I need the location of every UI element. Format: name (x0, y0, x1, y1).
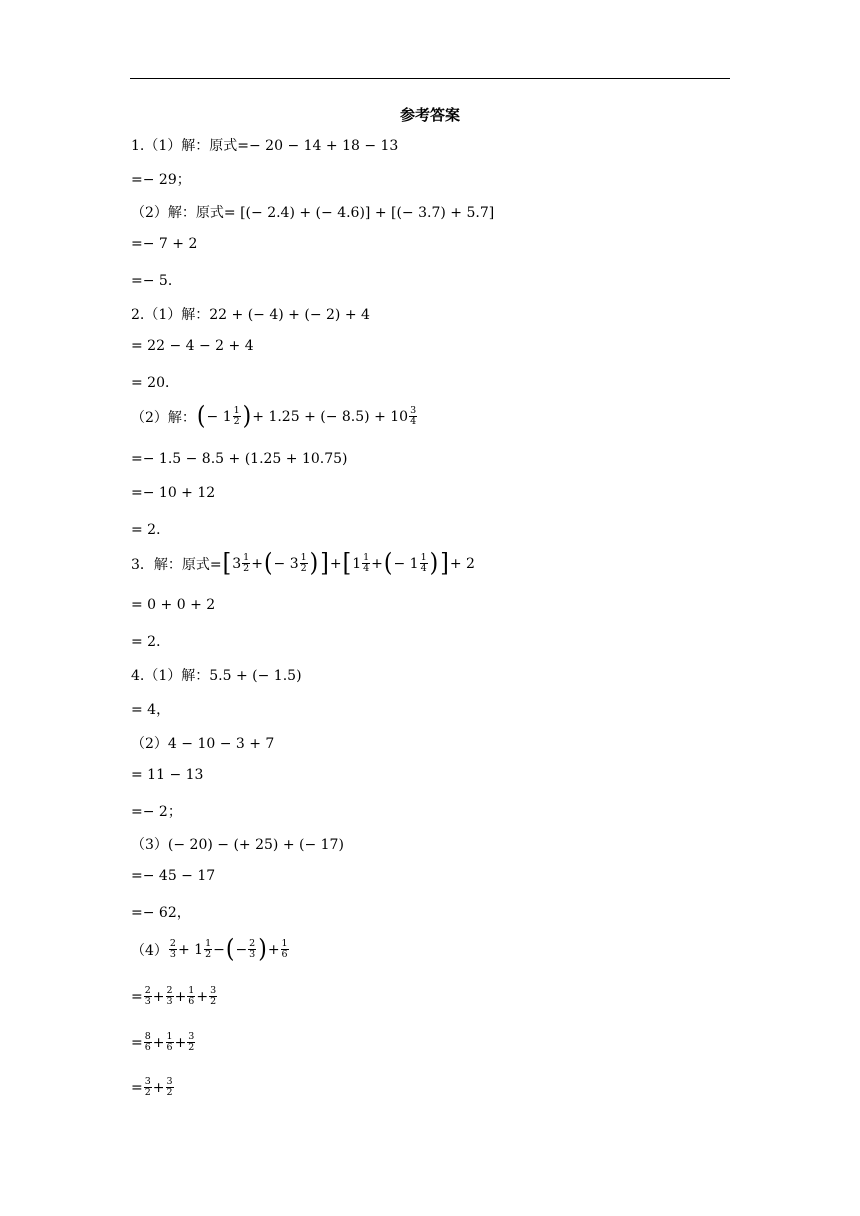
numerator: 1 (281, 938, 288, 949)
fraction (300, 553, 308, 574)
right-paren: ) (258, 934, 267, 964)
math-text: + (152, 1034, 165, 1051)
left-bracket: [ (222, 548, 232, 578)
fraction (233, 406, 241, 427)
fraction (144, 986, 152, 1007)
fraction (144, 1077, 152, 1098)
fraction (362, 553, 370, 574)
fraction (144, 1032, 152, 1053)
line-prefix: （2）解： (131, 409, 196, 426)
line-20: =− 2； (131, 804, 182, 820)
numerator: 1 (166, 1031, 173, 1042)
line-6: 2.（1）解：22 + (− 4) + (− 2) + 4 (131, 307, 370, 323)
line-13 (131, 548, 475, 578)
denominator: 4 (410, 416, 417, 427)
math-text: 3 (232, 555, 242, 572)
left-paren: ( (383, 548, 393, 578)
math-text: + (267, 941, 280, 958)
fraction (169, 939, 177, 960)
fraction (409, 406, 417, 427)
math-text: + 1.25 + (− 8.5) + 10 (252, 408, 409, 425)
denominator: 3 (144, 996, 151, 1007)
math-text: + (174, 1034, 187, 1051)
line-2: =− 29； (131, 172, 191, 188)
fraction (204, 939, 212, 960)
math-text: + (196, 988, 209, 1005)
numerator: 1 (363, 552, 370, 563)
line-12: = 2． (131, 522, 171, 538)
math-text: + (152, 988, 165, 1005)
right-bracket: ] (320, 548, 329, 578)
fraction (187, 986, 195, 1007)
denominator: 2 (166, 1087, 173, 1098)
line-18: （2）4 − 10 − 3 + 7 (131, 736, 275, 752)
fraction (420, 553, 428, 574)
denominator: 2 (243, 563, 250, 574)
math-text: + (371, 555, 383, 572)
math-text: + 1 (177, 941, 204, 958)
numerator: 3 (144, 1076, 151, 1087)
numerator: 2 (169, 938, 176, 949)
right-paren: ) (242, 401, 252, 431)
math-text: − 3 (273, 555, 299, 572)
line-21: （3）(− 20) − (+ 25) + (− 17) (131, 837, 344, 853)
line-prefix: = (131, 1034, 143, 1051)
line-19: = 11 − 13 (131, 767, 204, 783)
numerator: 2 (144, 985, 151, 996)
line-8: = 20． (131, 375, 179, 391)
denominator: 2 (144, 1087, 151, 1098)
line-prefix: 3．解：原式= (131, 556, 222, 573)
denominator: 2 (205, 949, 212, 960)
denominator: 3 (169, 949, 176, 960)
denominator: 2 (300, 563, 307, 574)
line-16: 4.（1）解：5.5 + (− 1.5) (131, 668, 302, 684)
denominator: 6 (281, 949, 288, 960)
denominator: 4 (420, 563, 427, 574)
line-3: （2）解：原式= [(− 2.4) + (− 4.6)] + [(− 3.7) + 5.7] (131, 205, 495, 221)
line-prefix: （4） (131, 942, 168, 959)
line-7: = 22 − 4 − 2 + 4 (131, 338, 254, 354)
math-text: + (152, 1079, 165, 1096)
line-23: =− 62， (131, 905, 191, 921)
line-26 (131, 1032, 196, 1053)
denominator: 4 (363, 563, 370, 574)
math-text: − (235, 941, 248, 958)
left-paren: ( (225, 934, 235, 964)
numerator: 1 (233, 405, 240, 416)
denominator: 2 (210, 996, 217, 1007)
numerator: 1 (243, 552, 250, 563)
math-text: 1 (222, 408, 232, 425)
numerator: 1 (300, 552, 307, 563)
math-text: 1 (352, 555, 362, 572)
left-bracket: [ (342, 548, 352, 578)
numerator: 2 (166, 985, 173, 996)
line-27 (131, 1077, 175, 1098)
denominator: 6 (144, 1042, 151, 1053)
denominator: 6 (166, 1042, 173, 1053)
line-5: =− 5． (131, 273, 182, 289)
math-text: − 1 (393, 555, 419, 572)
fraction (166, 1077, 174, 1098)
math-text: + 2 (449, 555, 475, 572)
math-text: + (251, 555, 263, 572)
math-text: − (213, 941, 225, 958)
right-bracket: ] (440, 548, 449, 578)
line-9 (131, 401, 418, 431)
numerator: 3 (188, 1031, 195, 1042)
numerator: 2 (249, 938, 256, 949)
fraction (242, 553, 250, 574)
line-14: = 0 + 0 + 2 (131, 597, 216, 613)
numerator: 3 (410, 405, 417, 416)
math-text: − (206, 408, 223, 425)
line-17: = 4， (131, 702, 171, 718)
line-prefix: = (131, 1079, 143, 1096)
math-text: + (174, 988, 187, 1005)
right-paren: ) (309, 548, 319, 578)
fraction (166, 986, 174, 1007)
line-11: =− 10 + 12 (131, 485, 216, 501)
denominator: 2 (233, 416, 240, 427)
numerator: 3 (166, 1076, 173, 1087)
fraction (248, 939, 256, 960)
numerator: 3 (210, 985, 217, 996)
page-title: 参考答案 (399, 106, 460, 124)
left-paren: ( (263, 548, 273, 578)
line-prefix: = (131, 988, 143, 1005)
numerator: 1 (188, 985, 195, 996)
numerator: 8 (144, 1031, 151, 1042)
line-10: =− 1.5 − 8.5 + (1.25 + 10.75) (131, 451, 348, 467)
denominator: 2 (188, 1042, 195, 1053)
line-24 (131, 934, 290, 964)
left-paren: ( (196, 401, 206, 431)
header-rule (130, 78, 730, 79)
fraction (166, 1032, 174, 1053)
right-paren: ) (429, 548, 439, 578)
line-25 (131, 986, 218, 1007)
line-22: =− 45 − 17 (131, 868, 216, 884)
fraction (209, 986, 217, 1007)
denominator: 3 (249, 949, 256, 960)
fraction (187, 1032, 195, 1053)
line-1: 1.（1）解：原式=− 20 − 14 + 18 − 13 (131, 138, 399, 154)
denominator: 3 (166, 996, 173, 1007)
fraction (281, 939, 289, 960)
math-text: + (329, 555, 342, 572)
numerator: 1 (205, 938, 212, 949)
line-4: =− 7 + 2 (131, 236, 198, 252)
line-15: = 2． (131, 634, 171, 650)
denominator: 6 (188, 996, 195, 1007)
numerator: 1 (420, 552, 427, 563)
